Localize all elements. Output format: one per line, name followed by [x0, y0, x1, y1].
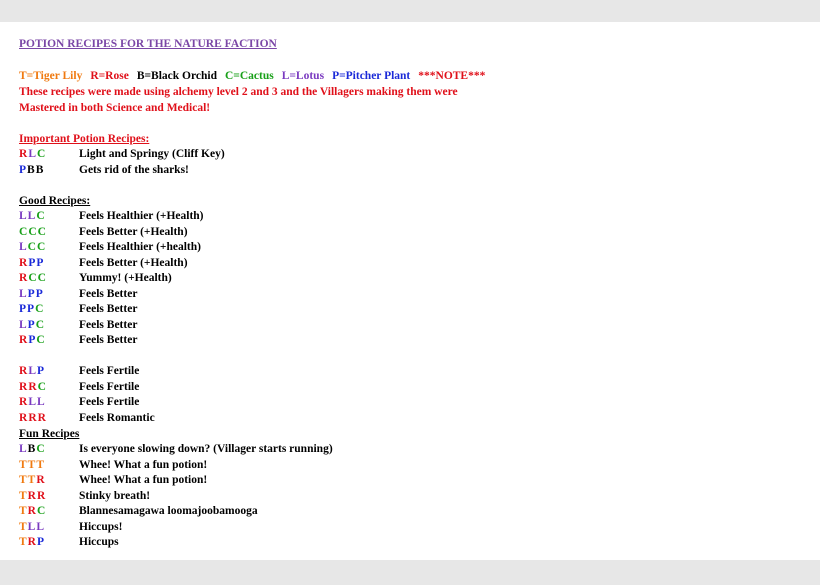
recipe-description: Is everyone slowing down? (Villager starts running) — [79, 443, 333, 455]
ingredient-letter: T — [27, 458, 37, 471]
recipe-description: Feels Better — [79, 334, 138, 346]
recipe-row — [19, 489, 809, 505]
recipe-code — [19, 256, 79, 272]
recipe-code — [19, 225, 79, 241]
recipe-description: Hiccups — [79, 536, 119, 548]
ingredient-letter: R — [27, 536, 37, 548]
ingredient-letter: R — [19, 365, 29, 377]
ingredient-letter: C — [28, 272, 38, 284]
ingredient-letter: P — [27, 318, 36, 331]
recipe-row — [19, 442, 809, 458]
recipe-row — [19, 535, 809, 551]
recipe-row — [19, 163, 809, 179]
recipe-code — [19, 364, 79, 380]
ingredient-letter: C — [35, 318, 46, 331]
ingredient-letter: L — [28, 148, 37, 160]
recipe-row — [19, 520, 809, 536]
ingredient-letter: C — [27, 241, 37, 253]
ingredient-letter: L — [19, 318, 28, 331]
ingredient-letter: C — [35, 303, 45, 315]
row-gap — [19, 349, 809, 365]
section-gap — [19, 116, 809, 131]
recipe-description: Feels Healthier (+health) — [79, 241, 201, 253]
bottom-band — [0, 560, 820, 585]
recipe-code — [19, 411, 79, 427]
document — [19, 36, 809, 551]
ingredient-letter: T — [19, 489, 28, 502]
ingredient-letter: R — [27, 505, 37, 517]
ingredient-letter: L — [19, 241, 28, 253]
ingredient-letter: C — [36, 241, 47, 253]
ingredient-letter: L — [28, 396, 37, 408]
page-title: POTION RECIPES FOR THE NATURE FACTION — [19, 38, 277, 50]
recipe-row — [19, 380, 809, 396]
recipe-description: Feels Better — [79, 318, 138, 331]
recipe-description: Stinky breath! — [79, 489, 151, 502]
ingredient-letter: C — [36, 210, 46, 222]
legend-item: R=Rose — [90, 70, 129, 82]
ingredient-letter: L — [19, 287, 28, 300]
recipe-description: Light and Springy (Cliff Key) — [79, 148, 225, 160]
recipe-row — [19, 504, 809, 520]
recipe-description: Feels Better — [79, 303, 138, 315]
ingredient-letter: R — [19, 411, 29, 424]
ingredient-letter: L — [36, 396, 46, 408]
recipe-description: Yummy! (+Health) — [79, 272, 172, 284]
recipe-description: Feels Better (+Health) — [79, 256, 188, 269]
ingredient-letter: T — [19, 474, 28, 486]
ingredient-legend — [19, 68, 809, 84]
ingredient-letter: T — [27, 474, 37, 486]
ingredient-letter: T — [19, 458, 28, 471]
recipe-code — [19, 209, 79, 225]
ingredient-letter: B — [27, 163, 36, 176]
recipe-description: Feels Better — [79, 287, 138, 300]
section-gap — [19, 178, 809, 193]
recipe-description: Whee! What a fun potion! — [79, 474, 208, 486]
ingredient-letter: P — [19, 303, 28, 315]
recipe-description: Feels Romantic — [79, 411, 155, 424]
ingredient-letter: T — [19, 520, 28, 533]
recipe-description: Feels Fertile — [79, 396, 140, 408]
recipe-code — [19, 442, 79, 458]
legend-item: C=Cactus — [224, 70, 274, 82]
ingredient-letter: L — [27, 210, 37, 222]
recipe-code — [19, 504, 79, 520]
ingredient-letter: R — [28, 380, 38, 393]
ingredient-letter: C — [36, 505, 47, 517]
recipe-code — [19, 380, 79, 396]
ingredient-letter: P — [36, 256, 45, 269]
legend-item: B=Black Orchid — [136, 70, 217, 82]
ingredient-letter: L — [27, 520, 37, 533]
ingredient-letter: R — [28, 411, 38, 424]
ingredient-letter: L — [19, 443, 28, 455]
legend-item: T=Tiger Lily — [19, 70, 83, 82]
ingredient-letter: C — [37, 380, 47, 393]
ingredient-letter: R — [19, 272, 29, 284]
recipe-row — [19, 411, 809, 427]
recipe-row — [19, 318, 809, 334]
recipe-row — [19, 333, 809, 349]
note-line-1: These recipes were made using alchemy level 2 and 3 and the Villagers making them were — [19, 86, 458, 98]
ingredient-letter: R — [37, 411, 47, 424]
ingredient-letter: C — [36, 334, 46, 346]
ingredient-letter: C — [36, 443, 46, 455]
ingredient-letter: R — [36, 474, 46, 486]
recipe-code — [19, 395, 79, 411]
ingredient-letter: C — [37, 272, 47, 284]
ingredient-letter: T — [19, 536, 28, 548]
recipe-code — [19, 458, 79, 474]
legend-item: P=Pitcher Plant — [332, 70, 411, 82]
recipe-code — [19, 287, 79, 303]
ingredient-letter: T — [19, 505, 28, 517]
recipe-code — [19, 318, 79, 334]
ingredient-letter: P — [36, 365, 46, 377]
recipe-code — [19, 163, 79, 179]
ingredient-letter: C — [36, 148, 47, 160]
note-line-2: Mastered in both Science and Medical! — [19, 102, 211, 114]
recipe-description: Feels Fertile — [79, 365, 140, 377]
recipe-code — [19, 302, 79, 318]
recipe-description: Blannesamagawa loomajoobamooga — [79, 505, 258, 517]
ingredient-letter: C — [37, 225, 47, 238]
ingredient-letter: L — [19, 210, 28, 222]
ingredient-letter: P — [36, 536, 46, 548]
top-band — [0, 0, 820, 22]
ingredient-letter: R — [19, 334, 29, 346]
recipe-row — [19, 209, 809, 225]
recipe-description: Whee! What a fun potion! — [79, 458, 208, 471]
recipe-code — [19, 473, 79, 489]
recipe-row — [19, 458, 809, 474]
ingredient-letter: L — [28, 365, 37, 377]
ingredient-letter: R — [27, 489, 37, 502]
ingredient-letter: P — [27, 303, 36, 315]
recipe-code — [19, 520, 79, 536]
recipe-row — [19, 302, 809, 318]
ingredient-letter: P — [28, 334, 37, 346]
recipe-code — [19, 271, 79, 287]
recipe-row — [19, 240, 809, 256]
recipe-code — [19, 535, 79, 551]
ingredient-letter: P — [35, 287, 44, 300]
recipe-description: Feels Fertile — [79, 380, 140, 393]
recipe-row — [19, 147, 809, 163]
ingredient-letter: P — [28, 256, 37, 269]
recipe-row — [19, 395, 809, 411]
ingredient-letter: P — [27, 287, 36, 300]
recipe-code — [19, 333, 79, 349]
recipe-row — [19, 225, 809, 241]
ingredient-letter: B — [35, 163, 45, 176]
recipe-description: Gets rid of the sharks! — [79, 163, 189, 176]
recipe-description: Feels Healthier (+Health) — [79, 210, 204, 222]
ingredient-letter: P — [19, 163, 28, 176]
recipe-row — [19, 473, 809, 489]
ingredient-letter: T — [36, 458, 46, 471]
ingredient-letter: R — [19, 396, 29, 408]
recipe-code — [19, 147, 79, 163]
legend-item: L=Lotus — [281, 70, 325, 82]
recipe-row — [19, 287, 809, 303]
ingredient-letter: L — [36, 520, 46, 533]
ingredient-letter: R — [19, 380, 29, 393]
recipe-row — [19, 256, 809, 272]
recipe-description: Feels Better (+Health) — [79, 225, 188, 238]
recipe-row — [19, 364, 809, 380]
section-heading: Good Recipes: — [19, 195, 91, 207]
section-heading: Important Potion Recipes: — [19, 133, 150, 145]
ingredient-letter: R — [36, 489, 47, 502]
recipe-description: Hiccups! — [79, 520, 123, 533]
ingredient-letter: C — [19, 225, 29, 238]
section-heading: Fun Recipes — [19, 428, 80, 440]
recipe-sections — [19, 116, 809, 551]
ingredient-letter: C — [28, 225, 38, 238]
recipe-code — [19, 240, 79, 256]
ingredient-letter: B — [27, 443, 37, 455]
legend-item: ***NOTE*** — [418, 70, 486, 82]
ingredient-letter: R — [19, 148, 29, 160]
recipe-code — [19, 489, 79, 505]
ingredient-letter: R — [19, 256, 29, 269]
recipe-row — [19, 271, 809, 287]
